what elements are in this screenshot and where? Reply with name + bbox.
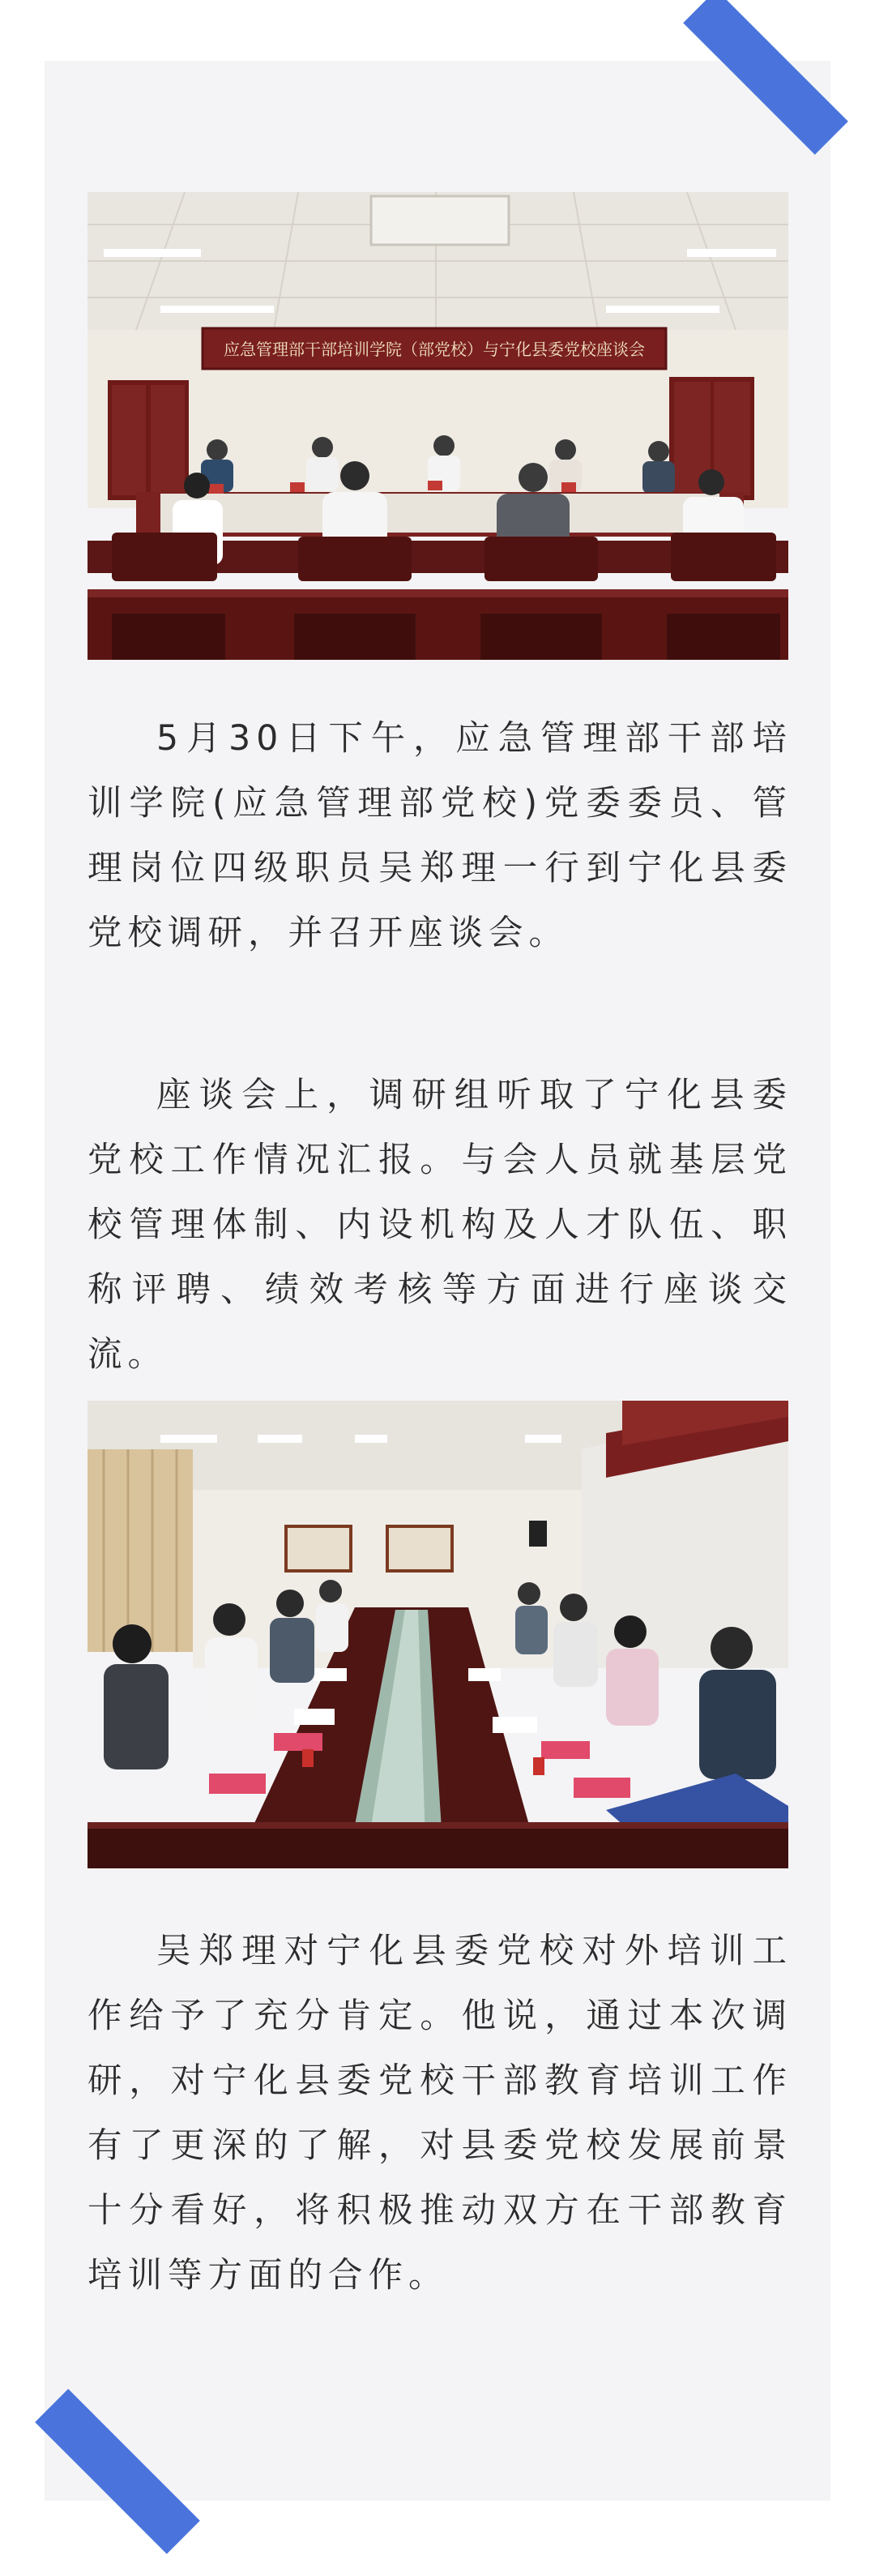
meeting-photo-2: [88, 1401, 788, 1868]
article-paragraph: 座谈会上，调研组听取了宁化县委党校工作情况汇报。与会人员就基层党校管理体制、内设机构及人才队伍、职称评聘、绩效考核等方面进行座谈交流。: [88, 1076, 792, 1375]
meeting-photo-1: [88, 192, 788, 660]
meeting-banner-text: 应急管理部干部培训学院（部党校）与宁化县委党校座谈会: [224, 340, 645, 359]
article-paragraph: 吴郑理对宁化县委党校对外培训工作给予了充分肯定。他说，通过本次调研，对宁化县委党校干部教育培训工作有了更深的了解，对县委党校发展前景十分看好，将积极推动双方在干部教育培训等方面的合作。: [88, 1932, 792, 2296]
article-paragraph: 5月30日下午，应急管理部干部培训学院(应急管理部党校)党委委员、管理岗位四级职员吴郑理一行到宁化县委党校调研，并召开座谈会。: [88, 719, 792, 953]
